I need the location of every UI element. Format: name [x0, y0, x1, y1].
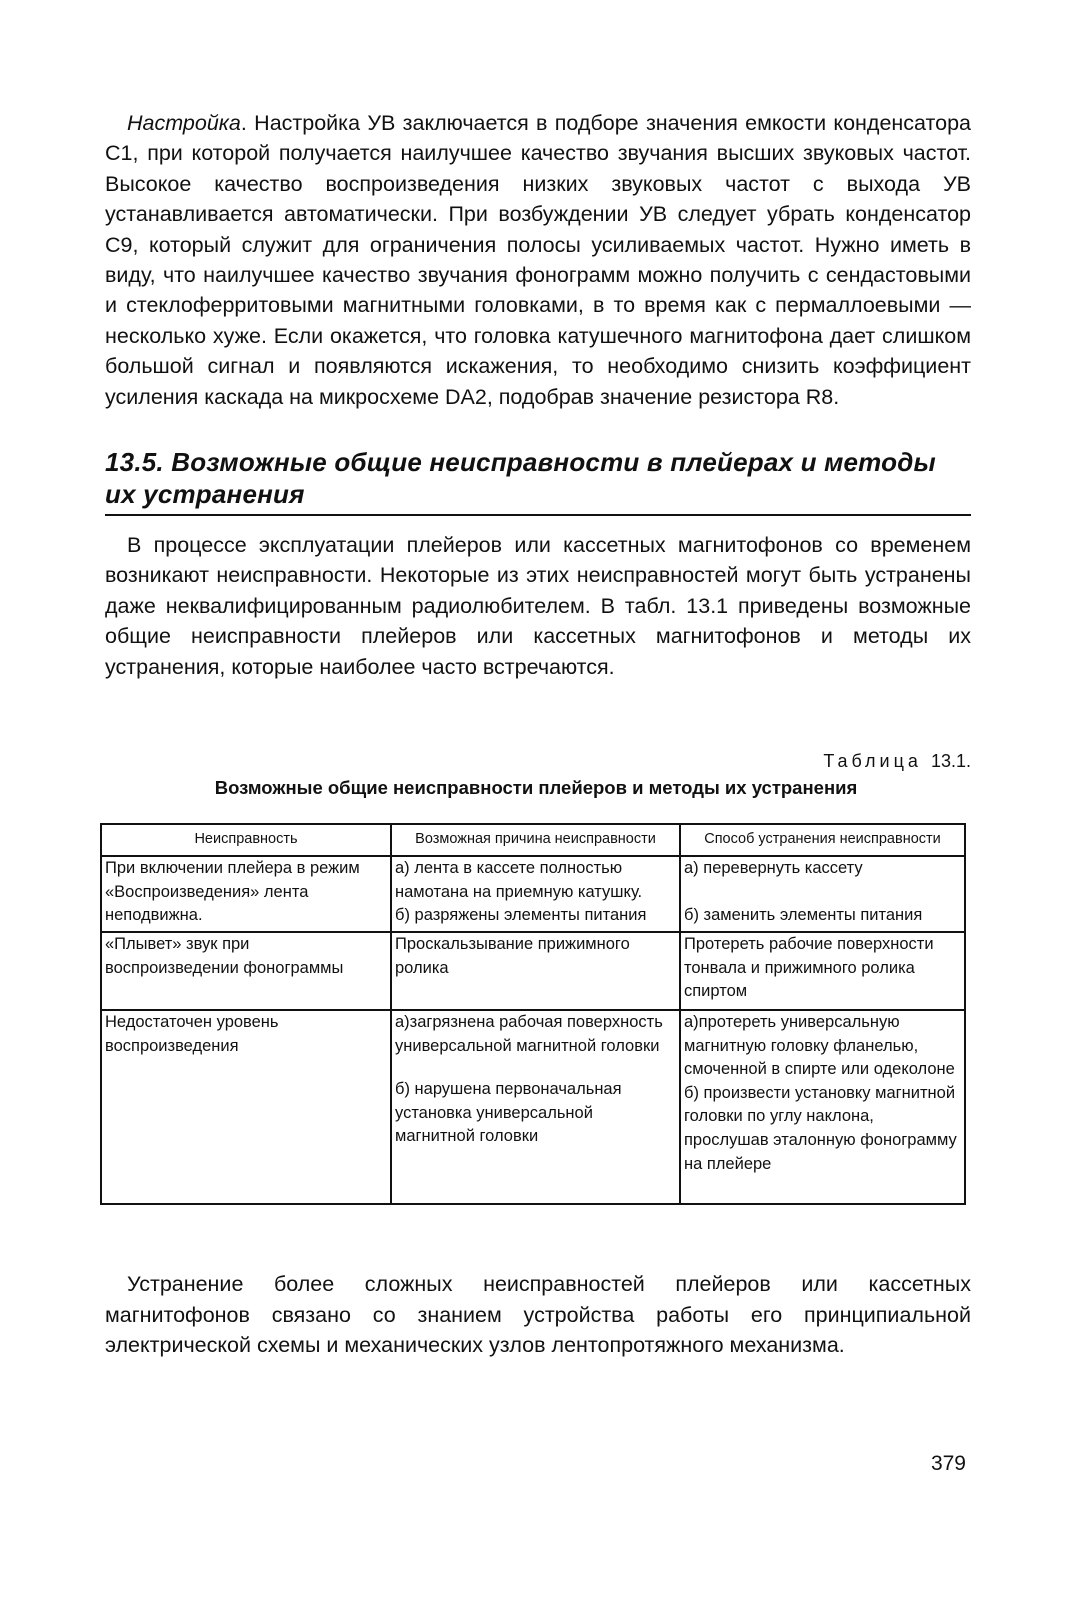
table-title: Возможные общие неисправности плейеров и методы их устранения [214, 777, 858, 799]
cause-cell [391, 1010, 680, 1204]
intro-lead: Настройка [127, 111, 241, 135]
intro-text: . Настройка УВ заключается в подборе значения емкости конденсатора С1, при которой получается наилучшее качество звучания высших звуковых частот. Высокое качество воспроизведения низких звуковых частот с выхода УВ устанавливается автоматически. При возбуждении УВ следует убрать конденсатор С9, который служит для ограничения полосы усиливаемых частот. Нужно иметь в виду, что наилучшее качество звучания фонограмм можно получить с сендастовыми и стеклоферритовыми магнитными головками, в то время как с пермаллоевыми — несколько хуже. Если окажется, что головка катушечного магнитофона дает слишком большой сигнал и появляются искажения, то необходимо снизить коэффициент усиления каскада на микросхеме DA2, подобрав значение резистора R8. [105, 111, 971, 409]
header-fix: Способ устранения неисправности [680, 824, 965, 856]
table-row [101, 856, 965, 932]
table-header-row [101, 824, 965, 856]
table-caption [105, 749, 971, 773]
fix-b: б) произвести установку магнитной головки по углу наклона, прослушав эталонную фонограмму на плейере [684, 1083, 957, 1173]
table-row [101, 932, 965, 1010]
fault-cell: При включении плейера в режим «Воспроизведения» лента неподвижна. [101, 856, 391, 932]
section-title: 13.5. Возможные общие неисправности в плейерах и методы их устранения [105, 446, 971, 516]
cause-cell: Проскальзывание прижимного ролика [391, 932, 680, 1010]
fix-cell: Протереть рабочие поверхности тонвала и прижимного ролика спиртом [680, 932, 965, 1010]
fix-cell [680, 856, 965, 932]
section-paragraph: В процессе эксплуатации плейеров или кассетных магнитофонов со временем возникают неисправности. Некоторые из этих неисправностей могут быть устранены даже неквалифицированным радиолюбителем. В табл. 13.1 приведены возможные общие неисправности плейеров или кассетных магнитофонов и методы их устранения, которые наиболее часто встречаются. [105, 533, 971, 679]
fix-b: б) заменить элементы питания [684, 906, 923, 925]
cause-b: б) нарушена первоначальная установка универсальной магнитной головки [395, 1080, 622, 1146]
intro-paragraph [105, 108, 971, 412]
fault-cell: «Плывет» звук при воспроизведении фонограммы [101, 932, 391, 1010]
table-label: Таблица [823, 751, 922, 772]
faults-table [100, 823, 966, 1205]
closing-paragraph: Устранение более сложных неисправностей плейеров или кассетных магнитофонов связано со знанием устройства работы его принципиальной электрической схемы и механических узлов лентопротяжного механизма. [105, 1272, 971, 1357]
table-row [101, 1010, 965, 1204]
header-cause: Возможная причина неисправности [391, 824, 680, 856]
cause-a: а) лента в кассете полностью намотана на приемную катушку. [395, 859, 643, 901]
fix-a: а)протереть универсальную магнитную головку фланелью, смоченной в спирте или одеколоне [684, 1013, 955, 1079]
fault-cell: Недостаточен уровень воспроизведения [101, 1010, 391, 1204]
cause-gap [395, 1058, 676, 1078]
fix-a: а) перевернуть кассету [684, 859, 863, 878]
table-number: 13.1. [930, 751, 971, 772]
cause-cell [391, 856, 680, 932]
cause-b: б) разряжены элементы питания [395, 906, 647, 925]
cause-a: а)загрязнена рабочая поверхность универсальной магнитной головки [395, 1013, 663, 1055]
header-fault: Неисправность [101, 824, 391, 856]
fix-cell [680, 1010, 965, 1204]
page-content [105, 108, 971, 1360]
page-number: 379 [930, 1452, 966, 1475]
